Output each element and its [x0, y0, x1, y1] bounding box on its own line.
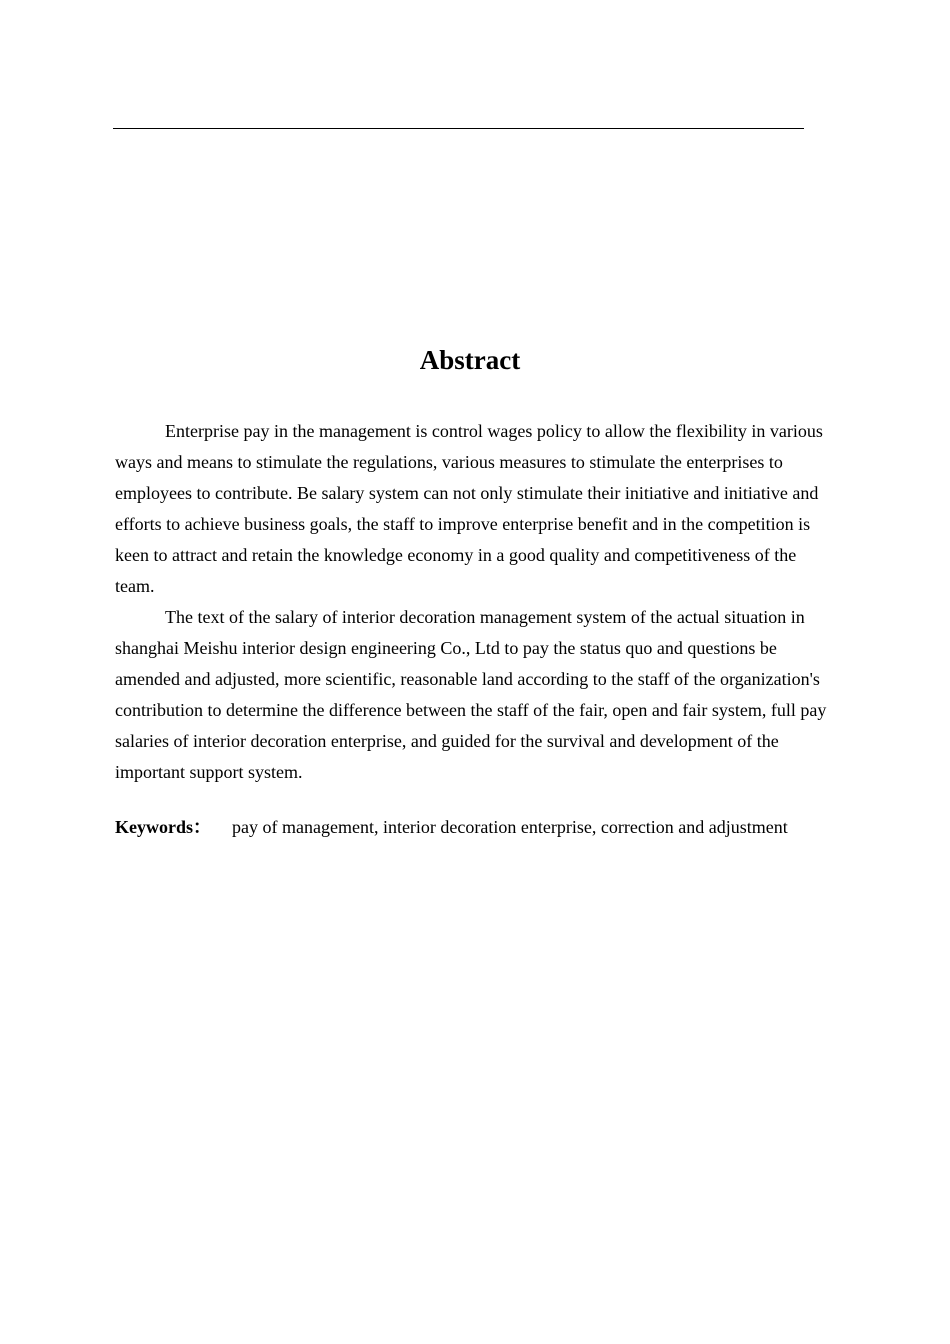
keywords-line	[115, 812, 875, 843]
header-rule	[113, 128, 804, 129]
abstract-paragraph: Enterprise pay in the management is control wages policy to allow the flexibility in various ways and means to stimulate the regulations, various measures to stimulate the enterprises to employees to contribute. Be salary system can not only stimulate their initiative and initiative and efforts to achieve business goals, the staff to improve enterprise benefit and in the competition is keen to attract and retain the knowledge economy in a good quality and competitiveness of the team.	[115, 421, 823, 596]
keywords-label: Keywords：	[115, 817, 211, 837]
abstract-body	[115, 416, 837, 788]
abstract-paragraph: The text of the salary of interior decoration management system of the actual situation in shanghai Meishu interior design engineering Co., Ltd to pay the status quo and questions be amended and adjusted, more scientific, reasonable land according to the staff of the organization's contribution to determine the difference between the staff of the fair, open and fair system, full pay salaries of interior decoration enterprise, and guided for the survival and development of the important support system.	[115, 607, 827, 782]
page-title: Abstract	[419, 345, 521, 375]
keywords-text: pay of management, interior decoration enterprise, correction and adjustment	[232, 817, 788, 837]
